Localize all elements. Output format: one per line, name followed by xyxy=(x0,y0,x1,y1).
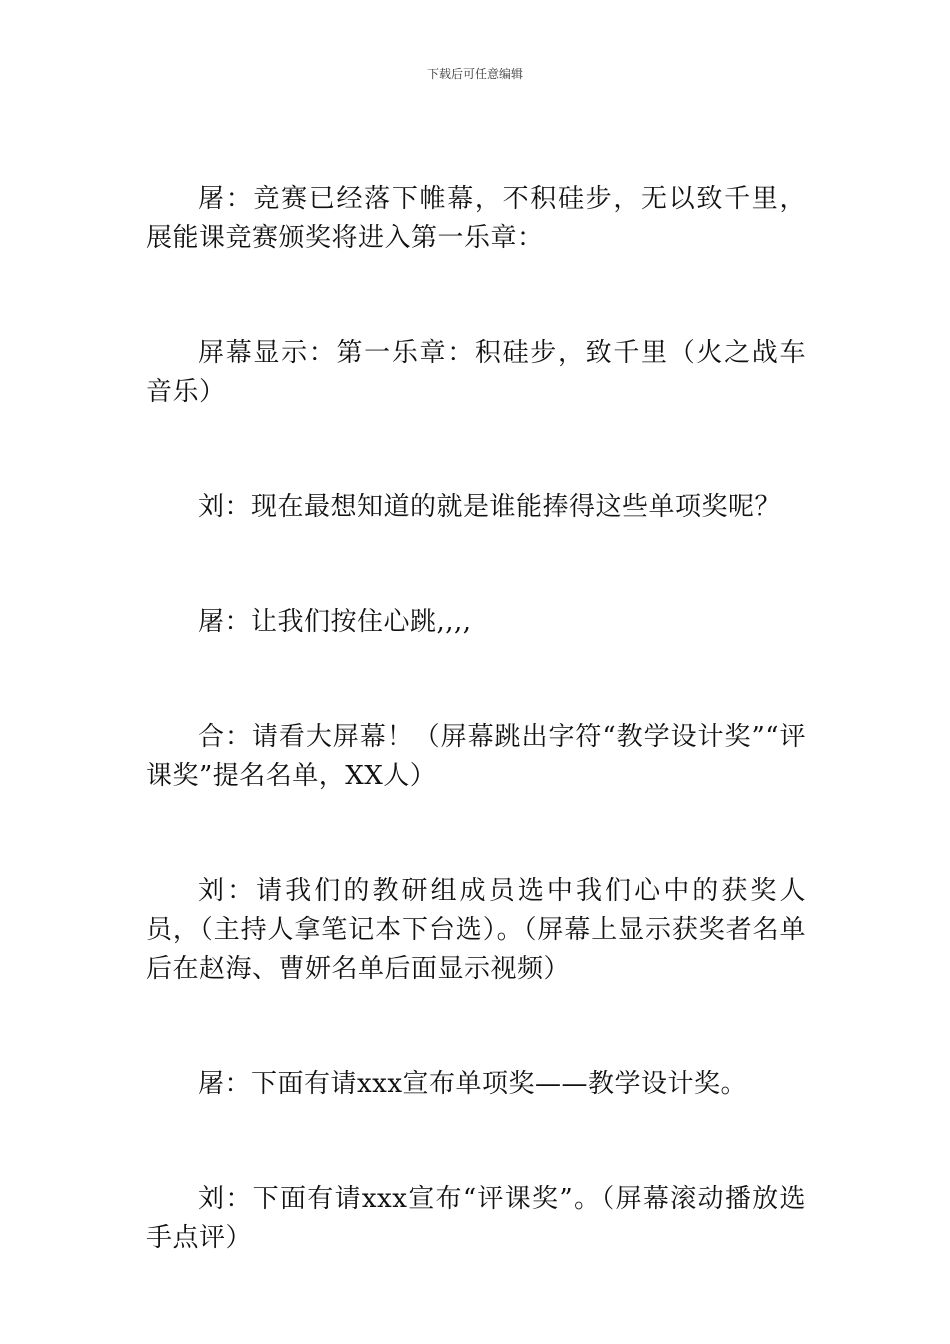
paragraph-7: 屠：下面有请xxx宣布单项奖——教学设计奖。 xyxy=(198,1069,747,1099)
paragraph-3: 刘：现在最想知道的就是谁能捧得这些单项奖呢？ xyxy=(198,492,782,522)
paragraph-5: 合：请看大屏幕！（屏幕跳出字符“教学设计奖”“评课奖”提名名单，XX人） xyxy=(146,722,806,791)
paragraph-8: 刘：下面有请xxx宣布“评课奖”。（屏幕滚动播放选手点评） xyxy=(146,1184,806,1253)
page-header: 下载后可任意编辑 xyxy=(426,67,523,81)
paragraph-2: 屏幕显示：第一乐章：积硅步，致千里（火之战车音乐） xyxy=(146,338,806,407)
paragraph-6: 刘：请我们的教研组成员选中我们心中的获奖人员，（主持人拿笔记本下台选）。（屏幕上显示获奖者名单后在赵海、曹妍名单后面显示视频） xyxy=(146,876,806,984)
paragraph-1: 屠：竞赛已经落下帷幕，不积硅步，无以致千里，展能课竞赛颁奖将进入第一乐章： xyxy=(146,184,806,253)
document-body xyxy=(146,180,806,1334)
paragraph-4: 屠：让我们按住心跳,,,, xyxy=(198,607,472,637)
